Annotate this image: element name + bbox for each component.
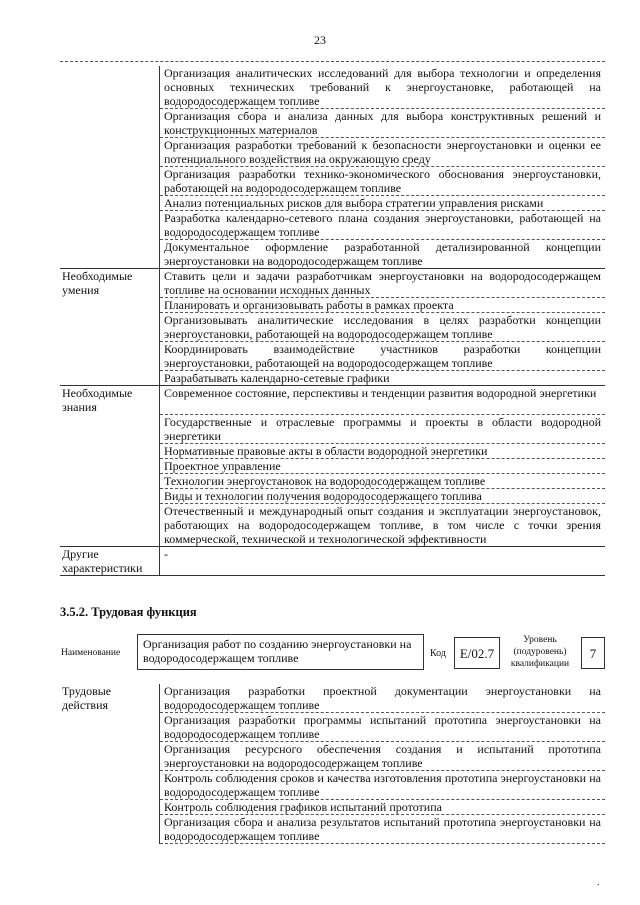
row-text: Организация разработки программы испытаний прототипа энергоустановки на водородосодержащем топливе xyxy=(160,713,606,742)
function-name-box: Организация работ по созданию энергоустановки на водородосодержащем топливе xyxy=(137,634,424,670)
row-text: Разрабатывать календарно-сетевые графики xyxy=(160,371,606,386)
table-row xyxy=(60,196,605,211)
table-row xyxy=(60,458,605,473)
table-row xyxy=(60,313,605,342)
row-text: Нормативные правовые акты в области водородной энергетики xyxy=(160,443,606,458)
row-label xyxy=(60,458,160,473)
table-row xyxy=(60,414,605,443)
table-row xyxy=(60,66,605,109)
row-label xyxy=(60,414,160,443)
row-label-knowledge: Необходимые знания xyxy=(60,386,160,415)
table-row xyxy=(60,800,605,815)
row-label xyxy=(60,742,160,771)
row-text: Организация сбора и анализа результатов испытаний прототипа энергоустановки на водородосодержащем топливе xyxy=(160,815,606,844)
table-row xyxy=(60,713,605,742)
row-text: Разработка календарно-сетевого плана создания энергоустановки, работающей на водородосодержащем топливе xyxy=(160,211,606,240)
table-row xyxy=(60,138,605,167)
row-label xyxy=(60,815,160,844)
code-label: Код xyxy=(430,648,446,659)
row-label xyxy=(60,66,160,109)
row-label xyxy=(60,167,160,196)
table-row xyxy=(60,815,605,844)
row-text: Организация ресурсного обеспечения создания и испытаний прототипа энергоустановки на водородосодержащем топливе xyxy=(160,742,606,771)
competency-table xyxy=(60,66,605,576)
table-row xyxy=(60,684,605,713)
section-heading: 3.5.2. Трудовая функция xyxy=(60,605,197,619)
row-label xyxy=(60,138,160,167)
row-label-skills: Необходимые умения xyxy=(60,269,160,298)
row-text: Виды и технологии получения водородосодержащего топлива xyxy=(160,488,606,503)
row-text: Организация разработки требований к безопасности энергоустановки и оценки ее потенциального воздействия на окружающую среду xyxy=(160,138,606,167)
table-row xyxy=(60,167,605,196)
row-text: Ставить цели и задачи разработчикам энергоустановки на водородосодержащем топливе на основании исходных данных xyxy=(160,269,606,298)
row-label xyxy=(60,109,160,138)
table-row xyxy=(60,742,605,771)
row-text: Технологии энергоустановок на водородосодержащем топливе xyxy=(160,473,606,488)
row-label xyxy=(60,503,160,546)
row-text: Контроль соблюдения сроков и качества изготовления прототипа энергоустановки на водородосодержащем топливе xyxy=(160,771,606,800)
row-text: Отечественный и международный опыт создания и эксплуатации энергоустановок, работающих на водородосодержащем топливе, в том числе с точки зрения коммерческой, технической и технологической эффективности xyxy=(160,503,606,546)
row-text: Проектное управление xyxy=(160,458,606,473)
row-label xyxy=(60,443,160,458)
table-row xyxy=(60,109,605,138)
row-label xyxy=(60,313,160,342)
table-row xyxy=(60,298,605,313)
row-text: Анализ потенциальных рисков для выбора стратегии управления рисками xyxy=(160,196,606,211)
row-label xyxy=(60,713,160,742)
row-label xyxy=(60,211,160,240)
table-row xyxy=(60,771,605,800)
top-rule xyxy=(60,61,605,62)
row-text: Организовывать аналитические исследования в целях разработки концепции энергоустановки, работающей на водородосодержащем топливе xyxy=(160,313,606,342)
row-label xyxy=(60,240,160,269)
name-label: Наименование xyxy=(61,648,121,658)
table-row xyxy=(60,342,605,371)
table-row xyxy=(60,473,605,488)
row-label xyxy=(60,771,160,800)
row-text: Координировать взаимодействие участников разработки концепции энергоустановки, работающей на водородосодержащем топливе xyxy=(160,342,606,371)
row-text: Современное состояние, перспективы и тенденции развития водородной энергетики xyxy=(160,386,606,415)
qualification-level-box: 7 xyxy=(581,637,605,669)
row-label xyxy=(60,800,160,815)
row-label-other: Другие характеристики xyxy=(60,546,160,575)
table-row xyxy=(60,211,605,240)
table-row xyxy=(60,269,605,298)
row-label xyxy=(60,196,160,211)
row-label xyxy=(60,371,160,386)
row-text: Организация разработки проектной документации энергоустановки на водородосодержащем топливе xyxy=(160,684,606,713)
table-row xyxy=(60,386,605,415)
table-row xyxy=(60,443,605,458)
row-text: Организация разработки технико-экономического обоснования энергоустановки, работающей на водородосодержащем топливе xyxy=(160,167,606,196)
row-text: - xyxy=(160,546,606,575)
table-row xyxy=(60,488,605,503)
code-value-box: E/02.7 xyxy=(454,637,500,669)
row-text: Контроль соблюдения графиков испытаний прототипа xyxy=(160,800,606,815)
row-text: Организация аналитических исследований для выбора технологии и определения основных технических требований к энергоустановке, работающей на водородосодержащем топливе xyxy=(160,66,606,109)
row-label xyxy=(60,298,160,313)
corner-mark: . xyxy=(597,877,600,888)
row-text: Организация сбора и анализа данных для выбора конструктивных решений и конструкционных материалов xyxy=(160,109,606,138)
row-text: Документальное оформление разработанной детализированной концепции энергоустановки на водородосодержащем топливе xyxy=(160,240,606,269)
table-row xyxy=(60,240,605,269)
labor-actions-table xyxy=(60,684,605,844)
page-number: 23 xyxy=(314,33,326,47)
row-label xyxy=(60,473,160,488)
table-row xyxy=(60,503,605,546)
row-text: Планировать и организовывать работы в рамках проекта xyxy=(160,298,606,313)
row-label xyxy=(60,342,160,371)
table-row xyxy=(60,371,605,386)
row-text: Государственные и отраслевые программы и проекты в области водородной энергетики xyxy=(160,414,606,443)
qualification-level-label: Уровень (подуровень) квалификации xyxy=(510,635,570,669)
row-label-actions: Трудовые действия xyxy=(60,684,160,713)
table-row xyxy=(60,546,605,575)
row-label xyxy=(60,488,160,503)
